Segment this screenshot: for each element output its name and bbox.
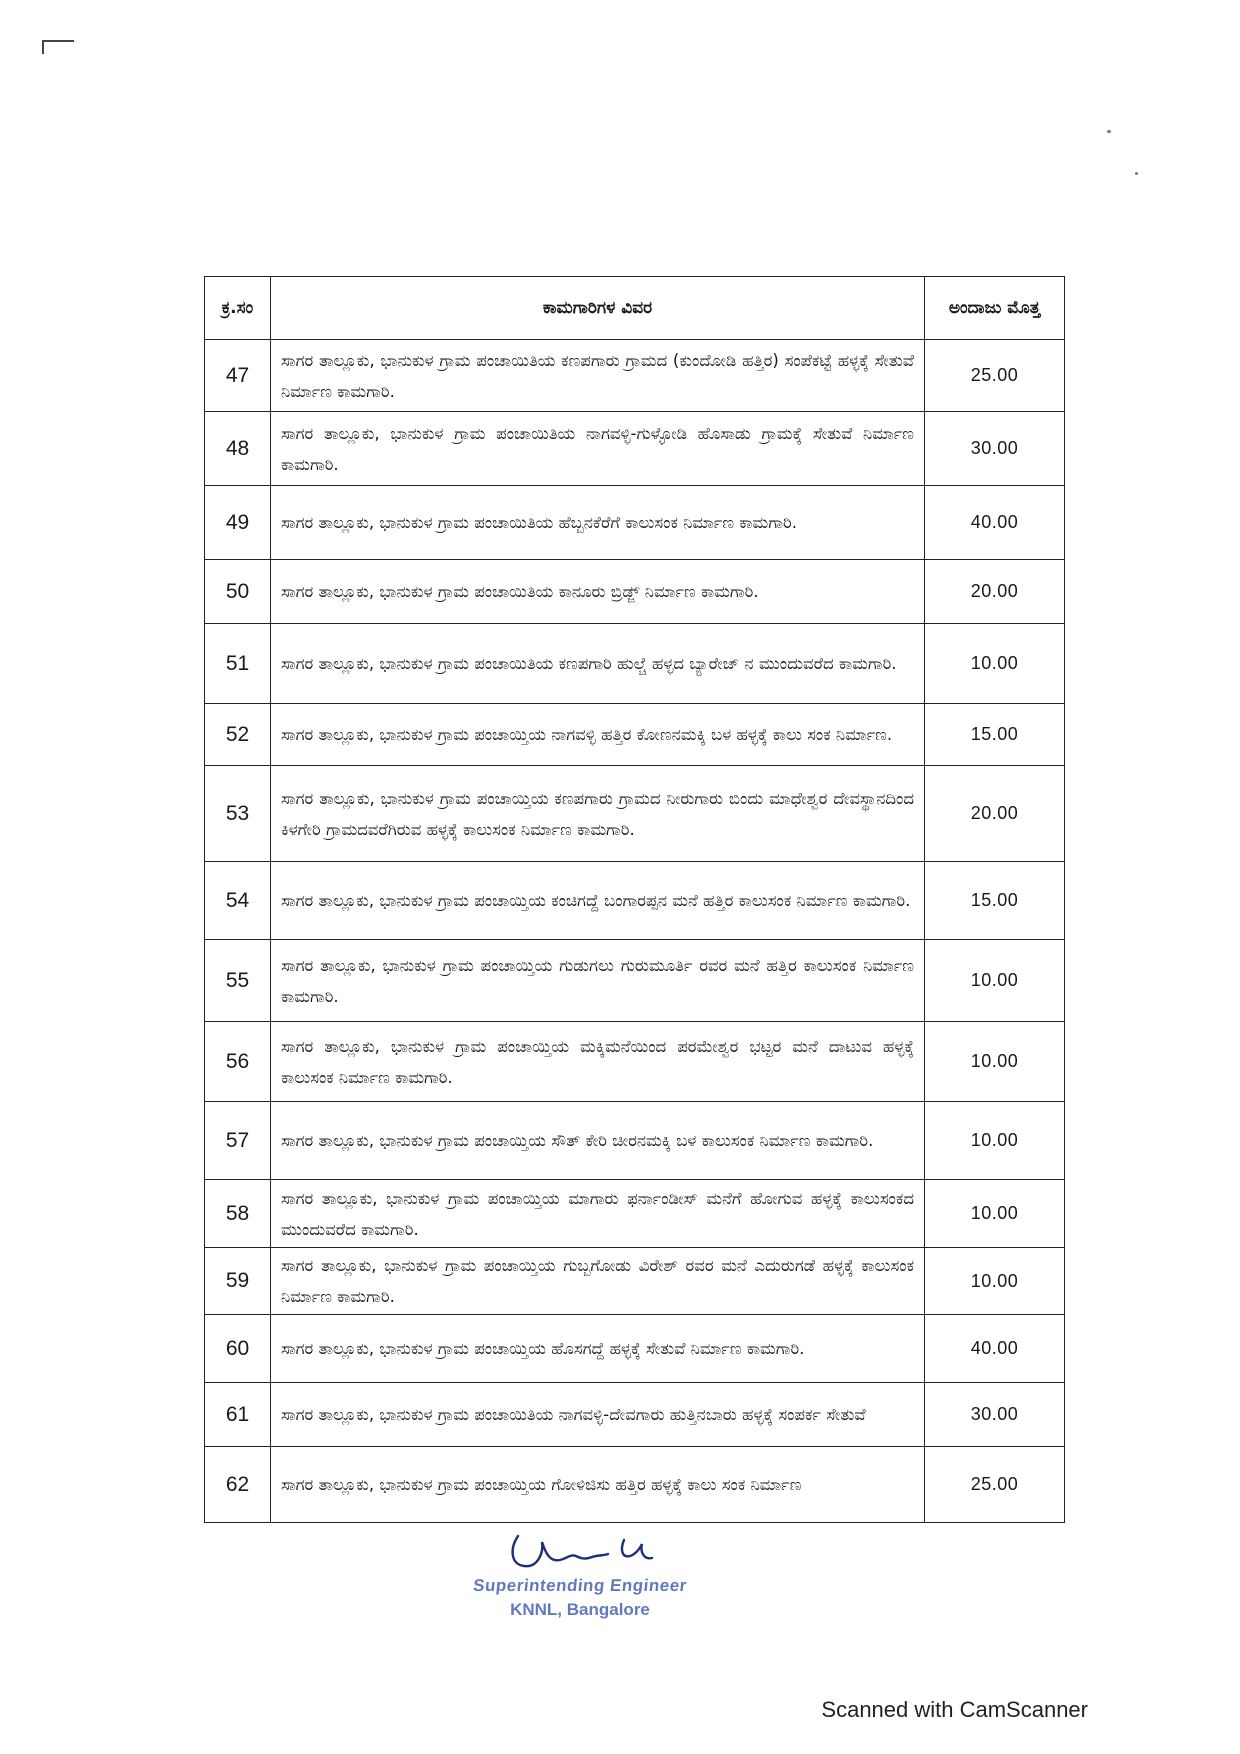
table-row — [205, 1248, 1065, 1315]
handwritten-signature — [480, 1530, 680, 1574]
table-row — [205, 1315, 1065, 1383]
cell-sl-no: 59 — [205, 1248, 271, 1315]
cell-amount: 30.00 — [925, 412, 1065, 486]
table-row — [205, 560, 1065, 624]
header-amount: ಅಂದಾಜು ಮೊತ್ತ — [925, 277, 1065, 340]
cell-amount: 25.00 — [925, 340, 1065, 412]
table-row — [205, 486, 1065, 560]
cell-sl-no: 49 — [205, 486, 271, 560]
cell-amount: 10.00 — [925, 1180, 1065, 1248]
table-row — [205, 1383, 1065, 1447]
table-row — [205, 1022, 1065, 1102]
scan-speck — [1135, 172, 1138, 175]
header-sl-no: ಕ್ರ.ಸಂ — [205, 277, 271, 340]
table-row — [205, 624, 1065, 704]
cell-sl-no: 52 — [205, 704, 271, 766]
cell-amount: 10.00 — [925, 1102, 1065, 1180]
cell-description: ಸಾಗರ ತಾಲ್ಲೂಕು, ಭಾನುಕುಳ ಗ್ರಾಮ ಪಂಚಾಯ್ತಿಯ ಸೌತ್ ಕೇರಿ ಚೀರನಮಕ್ಕಿ ಬಳ ಕಾಲುಸಂಕ ನಿರ್ಮಾಣ ಕಾಮಗಾರಿ. — [271, 1102, 925, 1180]
signature-stamp — [470, 1530, 690, 1622]
cell-amount: 40.00 — [925, 486, 1065, 560]
cell-sl-no: 58 — [205, 1180, 271, 1248]
cell-sl-no: 51 — [205, 624, 271, 704]
cell-description: ಸಾಗರ ತಾಲ್ಲೂಕು, ಭಾನುಕುಳ ಗ್ರಾಮ ಪಂಚಾಯ್ತಿಯ ಕಣಪಗಾರು ಗ್ರಾಮದ ನೀರುಗಾರು ಬಿಂದು ಮಾಧೇಶ್ವರ ದೇವಸ್ಥಾನದಿಂದ ಕಿಳಗೇರಿ ಗ್ರಾಮದವರೆಗಿರುವ ಹಳ್ಳಕ್ಕೆ ಕಾಲುಸಂಕ ನಿರ್ಮಾಣ ಕಾಮಗಾರಿ. — [271, 766, 925, 862]
table-row — [205, 940, 1065, 1022]
cell-sl-no: 47 — [205, 340, 271, 412]
cell-sl-no: 56 — [205, 1022, 271, 1102]
cell-amount: 25.00 — [925, 1447, 1065, 1523]
table-row — [205, 766, 1065, 862]
cell-description: ಸಾಗರ ತಾಲ್ಲೂಕು, ಭಾನುಕುಳ ಗ್ರಾಮ ಪಂಚಾಯಿತಿಯ ಕಾನೂರು ಬ್ರಿಡ್ಜ್ ನಿರ್ಮಾಣ ಕಾಮಗಾರಿ. — [271, 560, 925, 624]
cell-sl-no: 60 — [205, 1315, 271, 1383]
cell-amount: 10.00 — [925, 624, 1065, 704]
cell-description: ಸಾಗರ ತಾಲ್ಲೂಕು, ಭಾನುಕುಳ ಗ್ರಾಮ ಪಂಚಾಯ್ತಿಯ ಗುಡುಗಲು ಗುರುಮೂರ್ತಿ ರವರ ಮನೆ ಹತ್ತಿರ ಕಾಲುಸಂಕ ನಿರ್ಮಾಣ ಕಾಮಗಾರಿ. — [271, 940, 925, 1022]
cell-description: ಸಾಗರ ತಾಲ್ಲೂಕು, ಭಾನುಕುಳ ಗ್ರಾಮ ಪಂಚಾಯ್ತಿಯ ಕಂಚಿಗದ್ದೆ ಬಂಗಾರಪ್ಪನ ಮನೆ ಹತ್ತಿರ ಕಾಲುಸಂಕ ನಿರ್ಮಾಣ ಕಾಮಗಾರಿ. — [271, 862, 925, 940]
cell-amount: 15.00 — [925, 704, 1065, 766]
cell-description: ಸಾಗರ ತಾಲ್ಲೂಕು, ಭಾನುಕುಳ ಗ್ರಾಮ ಪಂಚಾಯ್ತಿಯ ಮಕ್ಕಿಮನೆಯಿಂದ ಪರಮೇಶ್ವರ ಭಟ್ಟರ ಮನೆ ದಾಟುವ ಹಳ್ಳಕ್ಕೆ ಕಾಲುಸಂಕ ನಿರ್ಮಾಣ ಕಾಮಗಾರಿ. — [271, 1022, 925, 1102]
table-row — [205, 704, 1065, 766]
cell-description: ಸಾಗರ ತಾಲ್ಲೂಕು, ಭಾನುಕುಳ ಗ್ರಾಮ ಪಂಚಾಯಿತಿಯ ಕಣಪಗಾರಿ ಹುಲ್ಚೆ ಹಳ್ಳದ ಬ್ಯಾರೇಜ್ ನ ಮುಂದುವರೆದ ಕಾಮಗಾರಿ. — [271, 624, 925, 704]
header-description: ಕಾಮಗಾರಿಗಳ ವಿವರ — [271, 277, 925, 340]
cell-amount: 10.00 — [925, 1022, 1065, 1102]
works-table — [204, 276, 1065, 1523]
cell-amount: 15.00 — [925, 862, 1065, 940]
cell-description: ಸಾಗರ ತಾಲ್ಲೂಕು, ಭಾನುಕುಳ ಗ್ರಾಮ ಪಂಚಾಯಿತಿಯ ನಾಗವಳ್ಳಿ-ಗುಳ್ಳೋಡಿ ಹೊಸಾಡು ಗ್ರಾಮಕ್ಕೆ ಸೇತುವೆ ನಿರ್ಮಾಣ ಕಾಮಗಾರಿ. — [271, 412, 925, 486]
table-row — [205, 412, 1065, 486]
cell-description: ಸಾಗರ ತಾಲ್ಲೂಕು, ಭಾನುಕುಳ ಗ್ರಾಮ ಪಂಚಾಯಿತಿಯ ಕಣಪಗಾರು ಗ್ರಾಮದ (ಕುಂದೋಡಿ ಹತ್ತಿರ) ಸಂಪೆಕಟ್ಟೆ ಹಳ್ಳಕ್ಕೆ ಸೇತುವೆ ನಿರ್ಮಾಣ ಕಾಮಗಾರಿ. — [271, 340, 925, 412]
table-row — [205, 1102, 1065, 1180]
table-row — [205, 1447, 1065, 1523]
cell-description: ಸಾಗರ ತಾಲ್ಲೂಕು, ಭಾನುಕುಳ ಗ್ರಾಮ ಪಂಚಾಯ್ತಿಯ ನಾಗವಳ್ಳಿ ಹತ್ತಿರ ಕೋಣನಮಕ್ಕಿ ಬಳ ಹಳ್ಳಕ್ಕೆ ಕಾಲು ಸಂಕ ನಿರ್ಮಾಣ. — [271, 704, 925, 766]
cell-description: ಸಾಗರ ತಾಲ್ಲೂಕು, ಭಾನುಕುಳ ಗ್ರಾಮ ಪಂಚಾಯ್ತಿಯ ಗೋಳಿಜಿಸು ಹತ್ತಿರ ಹಳ್ಳಕ್ಕೆ ಕಾಲು ಸಂಕ ನಿರ್ಮಾಣ — [271, 1447, 925, 1523]
header-row — [205, 277, 1065, 340]
cell-description: ಸಾಗರ ತಾಲ್ಲೂಕು, ಭಾನುಕುಳ ಗ್ರಾಮ ಪಂಚಾಯ್ತಿಯ ಹೊಸಗದ್ದೆ ಹಳ್ಳಕ್ಕೆ ಸೇತುವೆ ನಿರ್ಮಾಣ ಕಾಮಗಾರಿ. — [271, 1315, 925, 1383]
cell-description: ಸಾಗರ ತಾಲ್ಲೂಕು, ಭಾನುಕುಳ ಗ್ರಾಮ ಪಂಚಾಯಿತಿಯ ನಾಗವಳ್ಳಿ-ದೇವಗಾರು ಹುತ್ತಿನಬಾರು ಹಳ್ಳಕ್ಕೆ ಸಂಪರ್ಕ ಸೇತುವೆ — [271, 1383, 925, 1447]
stamp-designation: Superintending Engineer — [472, 1576, 688, 1595]
cell-sl-no: 53 — [205, 766, 271, 862]
table-row — [205, 862, 1065, 940]
cell-description: ಸಾಗರ ತಾಲ್ಲೂಕು, ಭಾನುಕುಳ ಗ್ರಾಮ ಪಂಚಾಯ್ತಿಯ ಮಾಗಾರು ಫರ್ನಾಂಡೀಸ್ ಮನೆಗೆ ಹೋಗುವ ಹಳ್ಳಕ್ಕೆ ಕಾಲುಸಂಕದ ಮುಂದುವರೆದ ಕಾಮಗಾರಿ. — [271, 1180, 925, 1248]
cell-sl-no: 54 — [205, 862, 271, 940]
cell-amount: 20.00 — [925, 560, 1065, 624]
table-row — [205, 340, 1065, 412]
table-row — [205, 1180, 1065, 1248]
cell-sl-no: 57 — [205, 1102, 271, 1180]
cell-sl-no: 62 — [205, 1447, 271, 1523]
cell-description: ಸಾಗರ ತಾಲ್ಲೂಕು, ಭಾನುಕುಳ ಗ್ರಾಮ ಪಂಚಾಯಿತಿಯ ಹೆಬ್ಬನಕೆರೆಗೆ ಕಾಲುಸಂಕ ನಿರ್ಮಾಣ ಕಾಮಗಾರಿ. — [271, 486, 925, 560]
scan-edge-mark — [42, 40, 74, 42]
cell-amount: 10.00 — [925, 1248, 1065, 1315]
cell-sl-no: 50 — [205, 560, 271, 624]
cell-amount: 40.00 — [925, 1315, 1065, 1383]
cell-description: ಸಾಗರ ತಾಲ್ಲೂಕು, ಭಾನುಕುಳ ಗ್ರಾಮ ಪಂಚಾಯ್ತಿಯ ಗುಬ್ಬಗೋಡು ವಿರೇಶ್ ರವರ ಮನೆ ಎದುರುಗಡೆ ಹಳ್ಳಕ್ಕೆ ಕಾಲುಸಂಕ ನಿರ್ಮಾಣ ಕಾಮಗಾರಿ. — [271, 1248, 925, 1315]
cell-sl-no: 48 — [205, 412, 271, 486]
scan-speck — [1107, 130, 1111, 133]
cell-amount: 10.00 — [925, 940, 1065, 1022]
cell-amount: 20.00 — [925, 766, 1065, 862]
scanner-watermark: Scanned with CamScanner — [821, 1697, 1088, 1722]
stamp-office: KNNL, Bangalore — [510, 1600, 650, 1619]
cell-amount: 30.00 — [925, 1383, 1065, 1447]
cell-sl-no: 61 — [205, 1383, 271, 1447]
cell-sl-no: 55 — [205, 940, 271, 1022]
